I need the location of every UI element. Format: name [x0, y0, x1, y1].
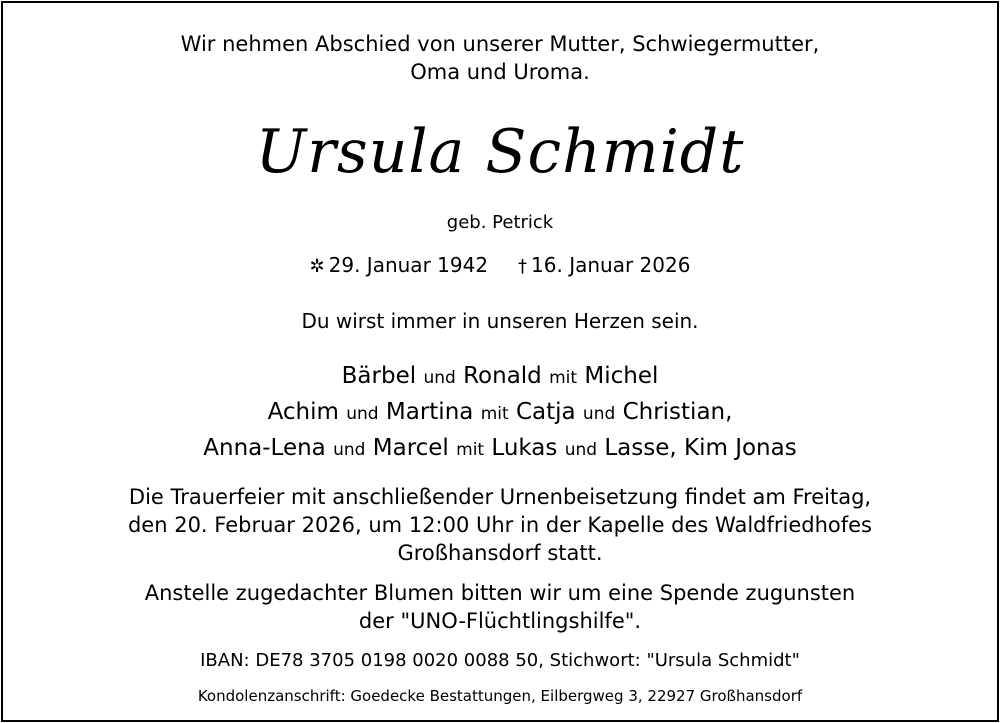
- family-connector: mit: [480, 404, 509, 424]
- life-dates: [0, 252, 1000, 280]
- family-member-name: Lukas: [491, 435, 558, 461]
- family-line-3: [0, 432, 1000, 466]
- death-cross-icon: †: [518, 256, 528, 277]
- intro-line-2: Oma und Uroma.: [410, 60, 590, 84]
- family-connector: und: [333, 440, 366, 460]
- family-member-name: Ronald: [463, 363, 542, 389]
- family-member-name: Bärbel: [341, 363, 417, 389]
- family-connector: mit: [549, 368, 578, 388]
- condolence-address: Kondolenzanschrift: Goedecke Bestattungen, Eilbergweg 3, 22927 Großhansdorf: [197, 687, 803, 705]
- ceremony-line-1: Die Trauerfeier mit anschließender Urnenbeisetzung findet am Freitag,: [128, 485, 872, 509]
- family-member-name: Martina: [385, 399, 474, 425]
- birth-date: 29. Januar 1942: [328, 253, 489, 277]
- family-member-name: Lasse, Kim Jonas: [604, 435, 797, 461]
- donation-line-2: der "UNO-Flüchtlingshilfe".: [358, 609, 642, 633]
- deceased-name: Ursula Schmidt: [255, 117, 745, 187]
- family-member-name: Marcel: [372, 435, 449, 461]
- family-connector: und: [423, 368, 456, 388]
- donation-line-1: Anstelle zugedachter Blumen bitten wir um eine Spende zugunsten: [144, 581, 856, 605]
- iban-info: IBAN: DE78 3705 0198 0020 0088 50, Stichwort: "Ursula Schmidt": [200, 650, 800, 671]
- death-date: 16. Januar 2026: [531, 253, 691, 277]
- ceremony-line-2: den 20. Februar 2026, um 12:00 Uhr in der Kapelle des Waldfriedhofes: [127, 513, 873, 537]
- family-connector: und: [582, 404, 616, 424]
- family-member-name: Achim: [267, 399, 339, 425]
- family-line-1: [0, 360, 1000, 394]
- family-connector: und: [346, 404, 379, 424]
- family-line-2: [0, 396, 1000, 430]
- family-member-name: Anna-Lena: [203, 435, 326, 461]
- family-member-name: Christian,: [622, 399, 733, 425]
- maiden-name: geb. Petrick: [446, 212, 554, 233]
- birth-star-icon: ✲: [309, 256, 325, 277]
- family-member-name: Michel: [584, 363, 659, 389]
- family-connector: mit: [456, 440, 485, 460]
- ceremony-line-3: Großhansdorf statt.: [397, 541, 603, 565]
- memorial-quote: Du wirst immer in unseren Herzen sein.: [301, 309, 699, 333]
- intro-line-1: Wir nehmen Abschied von unserer Mutter, Schwiegermutter,: [180, 32, 820, 56]
- family-connector: und: [564, 440, 598, 460]
- family-member-name: Catja: [515, 399, 576, 425]
